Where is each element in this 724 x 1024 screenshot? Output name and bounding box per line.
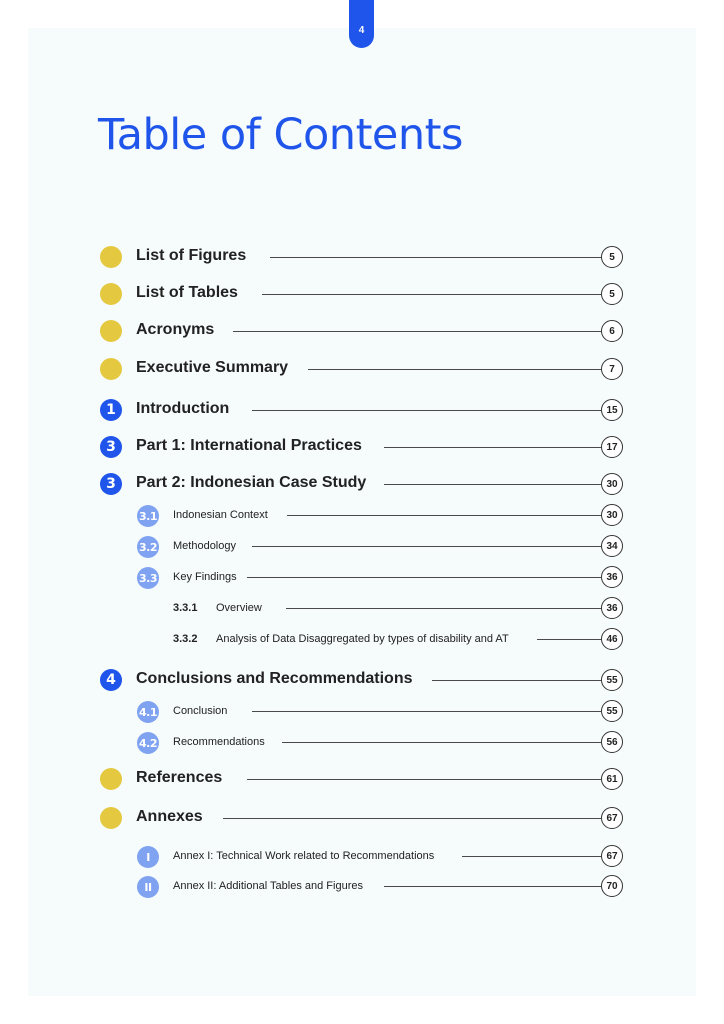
toc-entry-label: List of Tables [136,284,238,301]
annex-number-badge: I [137,846,159,868]
chapter-number-badge: 1 [100,399,122,421]
toc-entry-label: Part 1: International Practices [136,437,362,454]
page-title: Table of Contents [98,110,463,160]
toc-entry-label: Acronyms [136,321,215,338]
toc-entry-label: Conclusions and Recommendations [136,670,413,687]
page-number-badge: 46 [601,628,623,650]
leader-line [384,447,601,448]
toc-entry-references[interactable] [0,768,724,792]
chapter-number-badge: 3 [100,473,122,495]
toc-entry-label: Introduction [136,400,230,417]
leader-line [384,886,601,887]
page-number-badge: 67 [601,807,623,829]
toc-entry-label: List of Figures [136,247,247,264]
section-number-badge: 3.1 [137,505,159,527]
leader-line [252,410,601,411]
toc-entry-indonesian-context[interactable] [0,504,724,528]
toc-entry-part-2[interactable] [0,473,724,497]
toc-entry-label: Annexes [136,808,203,825]
subsection-number: 3.3.2 [173,633,198,645]
page-number-tab: 4 [349,0,374,48]
toc-entry-label: Part 2: Indonesian Case Study [136,474,367,491]
page-number-badge: 36 [601,597,623,619]
toc-entry-methodology[interactable] [0,535,724,559]
leader-line [223,818,601,819]
leader-line [537,639,601,640]
page-number-badge: 5 [601,246,623,268]
leader-line [287,515,601,516]
toc-entry-analysis[interactable] [0,628,724,652]
leader-line [252,546,601,547]
yellow-bullet-icon [100,358,122,380]
leader-line [432,680,601,681]
subsection-number: 3.3.1 [173,602,198,614]
page-number-badge: 6 [601,320,623,342]
toc-entry-executive-summary[interactable] [0,358,724,382]
page-number-badge: 30 [601,473,623,495]
yellow-bullet-icon [100,283,122,305]
toc-entry-annexes[interactable] [0,807,724,831]
toc-entry-label: Annex II: Additional Tables and Figures [173,880,363,892]
page-number-badge: 34 [601,535,623,557]
toc-entry-conclusion[interactable] [0,700,724,724]
section-number-badge: 3.2 [137,536,159,558]
leader-line [384,484,601,485]
toc-entry-label: Indonesian Context [173,509,268,521]
toc-entry-conclusions[interactable] [0,669,724,693]
section-number-badge: 3.3 [137,567,159,589]
leader-line [270,257,601,258]
toc-entry-label: Key Findings [173,571,237,583]
toc-entry-part-1[interactable] [0,436,724,460]
leader-line [262,294,601,295]
toc-entry-label: References [136,769,223,786]
leader-line [247,779,601,780]
section-number-badge: 4.1 [137,701,159,723]
toc-entry-list-of-figures[interactable] [0,246,724,270]
page-number-badge: 15 [601,399,623,421]
page-number-badge: 17 [601,436,623,458]
toc-entry-introduction[interactable] [0,399,724,423]
page-number-badge: 61 [601,768,623,790]
toc-entry-label: Analysis of Data Disaggregated by types of disability and AT [216,633,509,645]
leader-line [282,742,601,743]
page-number-badge: 36 [601,566,623,588]
section-number-badge: 4.2 [137,732,159,754]
toc-entry-label: Conclusion [173,705,228,717]
toc-entry-label: Methodology [173,540,236,552]
toc-entry-recommendations[interactable] [0,731,724,755]
toc-entry-acronyms[interactable] [0,320,724,344]
toc-entry-label: Recommendations [173,736,265,748]
leader-line [308,369,601,370]
toc-entry-label: Annex I: Technical Work related to Recommendations [173,850,435,862]
toc-entry-annex-i[interactable] [0,845,724,869]
page-number-badge: 70 [601,875,623,897]
page-number-badge: 55 [601,700,623,722]
yellow-bullet-icon [100,246,122,268]
leader-line [462,856,601,857]
page-number-badge: 55 [601,669,623,691]
page-number-badge: 30 [601,504,623,526]
toc-entry-annex-ii[interactable] [0,875,724,899]
leader-line [286,608,601,609]
yellow-bullet-icon [100,320,122,342]
leader-line [247,577,601,578]
page-number-badge: 5 [601,283,623,305]
yellow-bullet-icon [100,807,122,829]
annex-number-badge: II [137,876,159,898]
yellow-bullet-icon [100,768,122,790]
page-number-badge: 67 [601,845,623,867]
toc-entry-key-findings[interactable] [0,566,724,590]
leader-line [252,711,601,712]
toc-entry-label: Overview [216,602,262,614]
chapter-number-badge: 4 [100,669,122,691]
toc-entry-label: Executive Summary [136,359,289,376]
page-number-badge: 56 [601,731,623,753]
page-number-badge: 7 [601,358,623,380]
chapter-number-badge: 3 [100,436,122,458]
toc-entry-list-of-tables[interactable] [0,283,724,307]
toc-entry-overview[interactable] [0,597,724,621]
leader-line [233,331,601,332]
